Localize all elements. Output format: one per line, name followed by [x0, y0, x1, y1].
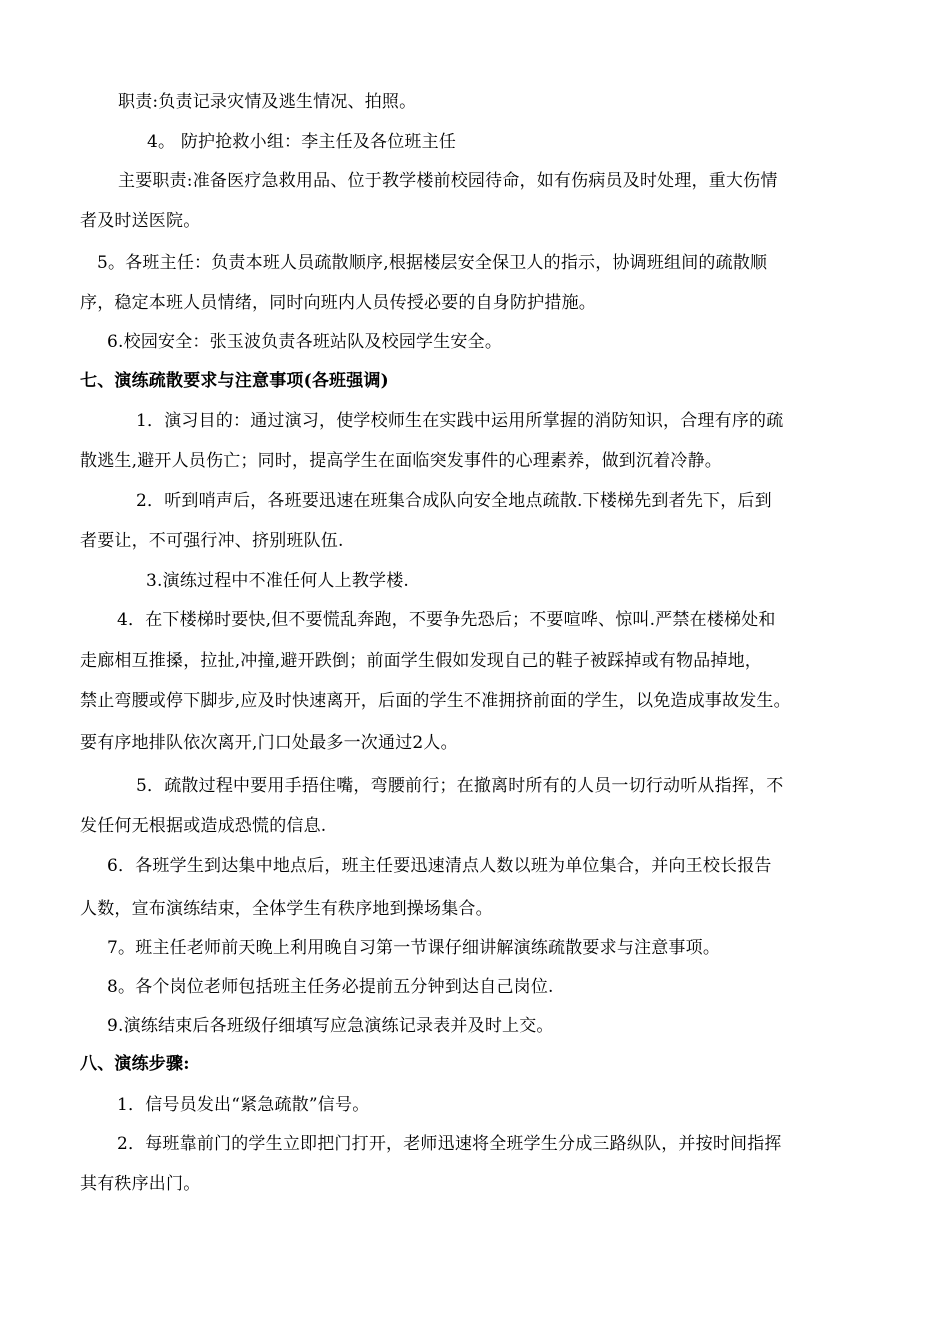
paragraph-line: 者要让，不可强行冲、挤别班队伍.: [80, 531, 344, 551]
paragraph-line: 要有序地排队依次离开,门口处最多一次通过2人。: [80, 733, 458, 753]
paragraph-line: 5。各班主任：负责本班人员疏散顺序,根据楼层安全保卫人的指示，协调班组间的疏散顺: [97, 253, 768, 273]
paragraph-line: 5．疏散过程中要用手捂住嘴，弯腰前行；在撤离时所有的人员一切行动听从指挥，不: [136, 776, 784, 796]
paragraph-line: 人数，宣布演练结束，全体学生有秩序地到操场集合。: [80, 899, 493, 919]
paragraph-line: 1．信号员发出“紧急疏散”信号。: [117, 1095, 370, 1115]
paragraph-line: 散逃生,避开人员伤亡；同时，提高学生在面临突发事件的心理素养，做到沉着冷静。: [80, 451, 723, 471]
paragraph-line: 职责:负责记录灾情及逃生情况、拍照。: [118, 92, 417, 112]
paragraph-line: 4．在下楼梯时要快,但不要慌乱奔跑，不要争先恐后；不要喧哗、惊叫.严禁在楼梯处和: [117, 610, 776, 630]
paragraph-line: 序，稳定本班人员情绪，同时向班内人员传授必要的自身防护措施。: [80, 293, 596, 313]
paragraph-line: 6.校园安全：张玉波负责各班站队及校园学生安全。: [107, 332, 503, 352]
paragraph-line: 2．每班靠前门的学生立即把门打开，老师迅速将全班学生分成三路纵队，并按时间指挥: [117, 1134, 782, 1154]
paragraph-line: 主要职责:准备医疗急救用品、位于教学楼前校园待命，如有伤病员及时处理，重大伤情: [118, 171, 778, 191]
paragraph-line: 1．演习目的：通过演习，使学校师生在实践中运用所掌握的消防知识，合理有序的疏: [136, 411, 784, 431]
paragraph-line: 2．听到哨声后，各班要迅速在班集合成队向安全地点疏散.下楼梯先到者先下，后到: [136, 491, 772, 511]
paragraph-line: 4。 防护抢救小组：李主任及各位班主任: [147, 132, 457, 152]
paragraph-line: 6．各班学生到达集中地点后，班主任要迅速清点人数以班为单位集合，并向王校长报告: [107, 856, 772, 876]
paragraph-line: 禁止弯腰或停下脚步,应及时快速离开，后面的学生不准拥挤前面的学生，以免造成事故发生。: [80, 691, 791, 711]
paragraph-line: 发任何无根据或造成恐慌的信息.: [80, 816, 327, 836]
paragraph-line: 3.演练过程中不准任何人上教学楼.: [146, 571, 410, 591]
paragraph-line: 其有秩序出门。: [80, 1174, 201, 1194]
paragraph-line: 者及时送医院。: [80, 211, 201, 231]
paragraph-line: 8。各个岗位老师包括班主任务必提前五分钟到达自己岗位.: [107, 977, 554, 997]
paragraph-line: 7。班主任老师前天晚上利用晚自习第一节课仔细讲解演练疏散要求与注意事项。: [107, 938, 721, 958]
section-heading: 八、演练步骤:: [80, 1054, 190, 1074]
section-heading: 七、演练疏散要求与注意事项(各班强调): [80, 371, 389, 391]
paragraph-line: 走廊相互推搡，拉扯,冲撞,避开跌倒；前面学生假如发现自己的鞋子被踩掉或有物品掉地，: [80, 651, 763, 671]
paragraph-line: 9.演练结束后各班级仔细填写应急演练记录表并及时上交。: [107, 1016, 554, 1036]
